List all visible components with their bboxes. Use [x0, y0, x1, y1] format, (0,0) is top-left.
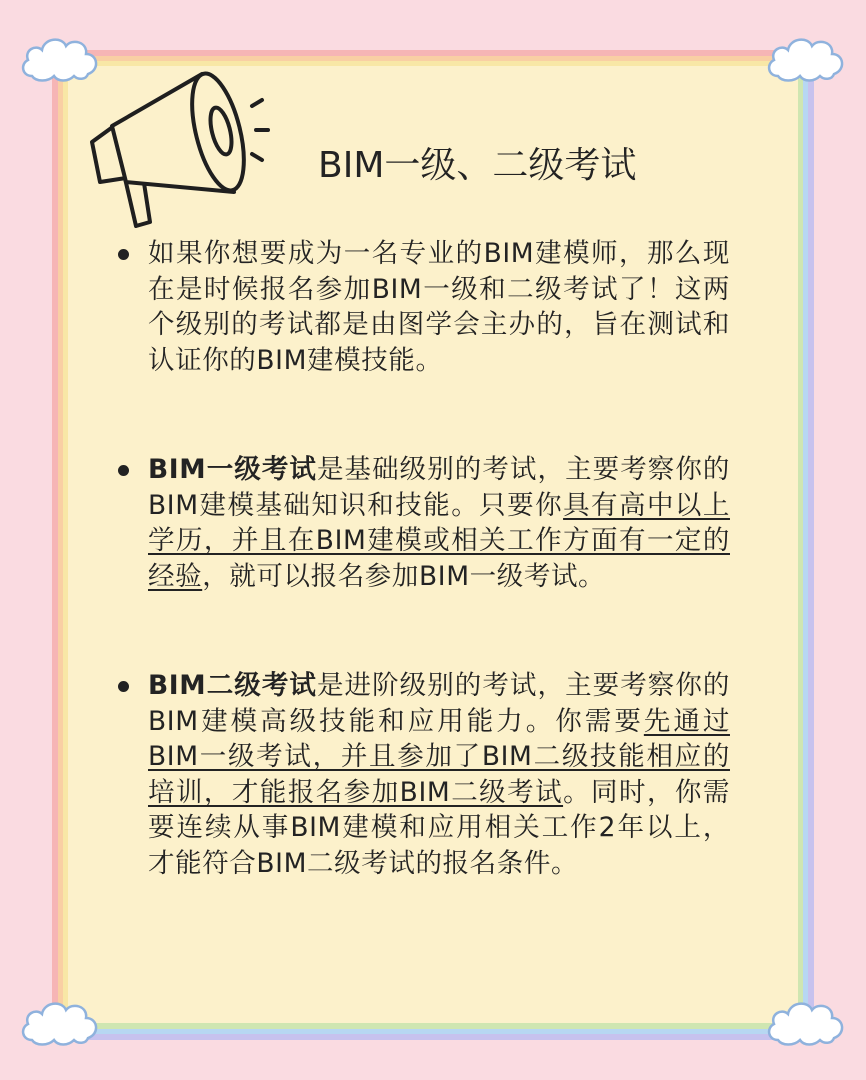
paragraph-bim-level-2: [148, 668, 730, 882]
bullet-dot: [118, 465, 129, 476]
paragraph-intro: [148, 236, 730, 378]
paragraph-underlined-text: 先通过BIM一级考试，并且参加了BIM二级技能相应的培训，才能报名参加BIM二级考试: [148, 705, 730, 808]
rainbow-stripe-right-3: [808, 50, 814, 1040]
paragraph-underlined-text: 具有高中以上学历，并且在BIM建模或相关工作方面有一定的经验: [148, 489, 730, 592]
paragraph-text: 。同时，你需要连续从事BIM建模和应用相关工作2年以上，才能符合BIM二级考试的报名条件。: [148, 776, 730, 879]
paragraph-heading: BIM二级考试: [148, 670, 317, 701]
paragraph-bim-level-1: [148, 452, 730, 594]
page-title: BIM一级、二级考试: [318, 145, 637, 186]
paragraph-heading: BIM一级考试: [148, 454, 317, 485]
paragraph-text: 是进阶级别的考试，主要考察你的BIM建模高级技能和应用能力。你需要: [148, 670, 730, 737]
cloud-icon: [764, 28, 848, 88]
megaphone-icon: [84, 66, 274, 236]
paragraph-text: ，就可以报名参加BIM一级考试。: [202, 560, 606, 592]
cloud-icon: [764, 992, 848, 1052]
paragraph-text: 是基础级别的考试，主要考察你的BIM建模基础知识和技能。只要你: [148, 454, 730, 521]
paragraph-text: 如果你想要成为一名专业的BIM建模师，那么现在是时候报名参加BIM一级和二级考试了！这两个级别的考试都是由图学会主办的，旨在测试和认证你的BIM建模技能。: [148, 238, 730, 376]
rainbow-stripe-bottom-3: [52, 1034, 814, 1040]
bullet-dot: [118, 681, 129, 692]
bullet-dot: [118, 249, 129, 260]
cloud-icon: [18, 992, 102, 1052]
